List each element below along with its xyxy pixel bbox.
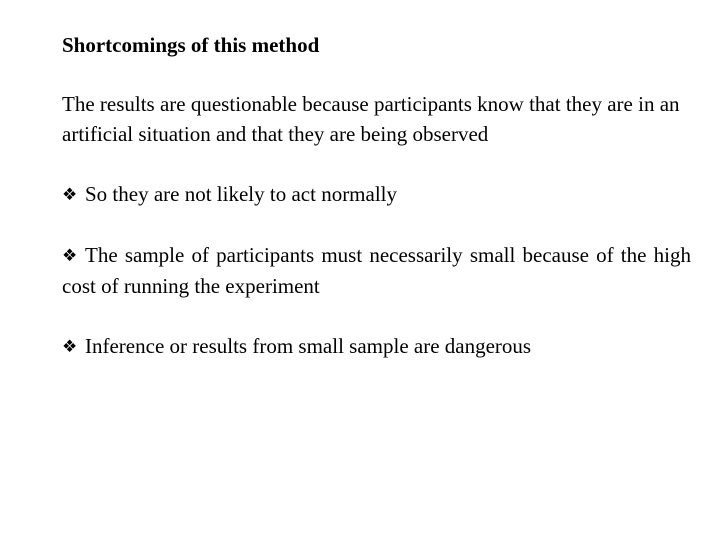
diamond-bullet-icon: ❖ <box>62 185 78 204</box>
bullet-text: Inference or results from small sample are dangerous <box>85 334 532 358</box>
bullet-item-3 <box>62 331 691 362</box>
slide-title: Shortcomings of this method <box>62 33 320 57</box>
diamond-bullet-icon: ❖ <box>62 337 78 356</box>
diamond-bullet-icon: ❖ <box>62 246 78 265</box>
bullet-text: The sample of participants must necessarily small because of the high cost of running the experiment <box>62 243 691 298</box>
bullet-item-2 <box>62 240 691 301</box>
bullet-text: So they are not likely to act normally <box>85 182 398 206</box>
slide-content <box>62 31 691 362</box>
bullet-item-1 <box>62 179 691 210</box>
intro-paragraph: The results are questionable because participants know that they are in an artificial situation and that they are being observed <box>62 92 680 146</box>
